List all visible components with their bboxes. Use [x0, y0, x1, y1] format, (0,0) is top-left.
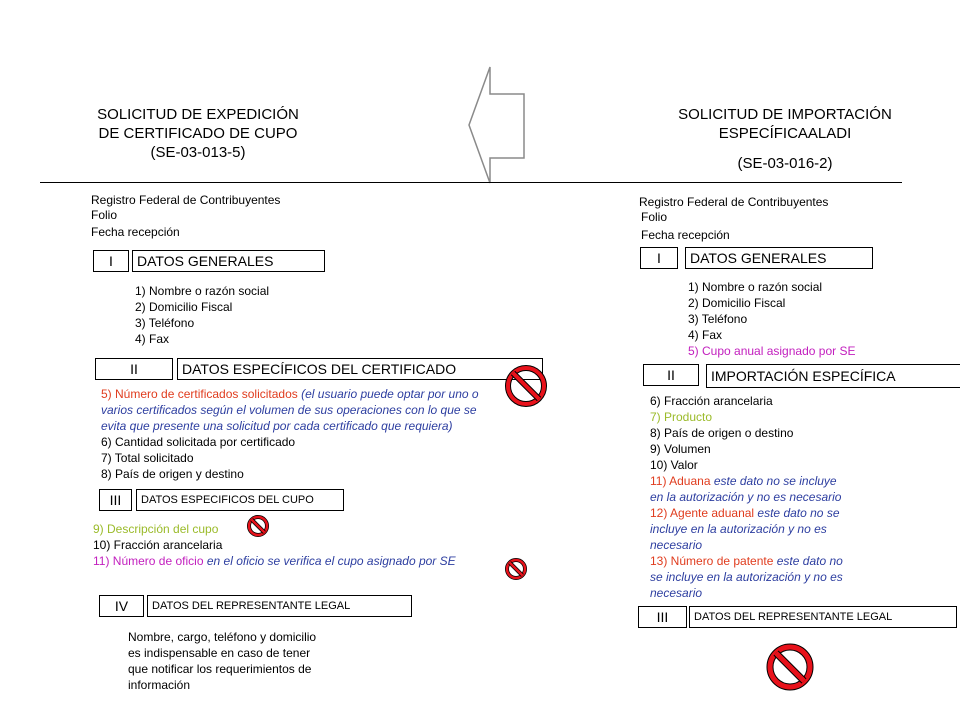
right-sec2-items: 6) Fracción arancelaria 7) Producto 8) País de origen o destino 9) Volumen 10) Valor 11) Aduana este dato no se incluye en la autorización y no es necesario 12) Agente aduanal este dato no se incluye en la autorización y no es necesario 13) Número de patente este dato no se incluye en la autorización y no es necesario [650, 393, 890, 601]
left-sec2-number: II [95, 358, 173, 380]
right-sec2-title: IMPORTACIÓN ESPECÍFICA [706, 364, 960, 388]
left-sec1-title: DATOS GENERALES [132, 250, 325, 272]
left-sec1-number: I [93, 250, 129, 272]
right-fecha-label: Fecha recepción [641, 228, 730, 242]
right-sec1-number: I [640, 247, 678, 269]
prohibited-icon [247, 515, 269, 537]
left-sec2-items: 5) Número de certificados solicitados (el usuario puede optar por uno o varios certificados según el volumen de sus operaciones con lo que se evita que presente una solicitud por cada certificado que requiera) 6) Cantidad solicitada por certificado 7) Total solicitado 8) País de origen y destino [101, 386, 526, 482]
right-item11-label: 11) Aduana [650, 474, 711, 488]
left-sec4-number: IV [99, 595, 144, 617]
right-item12-label: 12) Agente aduanal [650, 506, 755, 520]
right-item11-note-a: este dato no se incluye [710, 474, 837, 488]
right-sec1-items: 1) Nombre o razón social 2) Domicilio Fiscal 3) Teléfono 4) Fax 5) Cupo anual asignado por SE [688, 280, 856, 358]
left-sec2-title: DATOS ESPECÍFICOS DEL CERTIFICADO [177, 358, 543, 380]
right-item11-note-b: en la autorización y no es necesario [650, 490, 842, 504]
right-item12-note-a: este dato no se [754, 506, 840, 520]
right-item7: 7) Producto [650, 410, 713, 424]
right-item13-note-a: este dato no [773, 554, 843, 568]
left-sec4-title: DATOS DEL REPRESENTANTE LEGAL [147, 595, 412, 617]
left-item5-note-a: (el usuario puede optar por uno o [297, 387, 479, 401]
left-form-title: SOLICITUD DE EXPEDICIÓN DE CERTIFICADO DE CUPO (SE-03-013-5) [97, 106, 299, 161]
left-rfc-label: Registro Federal de Contribuyentes [91, 193, 281, 207]
left-sec3-items: 9) Descripción del cupo 10) Fracción arancelaria 11) Número de oficio en el oficio se verifica el cupo asignado por SE [93, 521, 513, 569]
right-item13-note-b: se incluye en la autorización y no es [650, 570, 843, 584]
left-arrow-icon [468, 66, 526, 184]
left-item5-note-c: evita que presente una solicitud por cada certificado que requiera) [101, 419, 453, 433]
right-sec2-number: II [643, 364, 699, 386]
left-item5-note-b: varios certificados según el volumen de sus operaciones con lo que se [101, 403, 477, 417]
right-sec1-title: DATOS GENERALES [685, 247, 873, 269]
left-sec4-note: Nombre, cargo, teléfono y domicilio es indispensable en caso de tener que notificar los requerimientos de información [128, 630, 317, 692]
left-item5-label: 5) Número de certificados solicitados [101, 387, 298, 401]
right-item5: 5) Cupo anual asignado por SE [688, 344, 856, 358]
left-item11-label: 11) Número de oficio [93, 554, 204, 568]
prohibited-icon [505, 558, 527, 580]
prohibited-icon [505, 365, 547, 407]
right-form-title: SOLICITUD DE IMPORTACIÓN ESPECÍFICAALADI (SE-03-016-2) [678, 106, 892, 172]
right-item12-note-c: necesario [650, 538, 703, 552]
left-fecha-label: Fecha recepción [91, 225, 180, 239]
right-rfc-label: Registro Federal de Contribuyentes [639, 195, 829, 209]
divider-line [40, 182, 902, 183]
right-folio-label: Folio [641, 210, 668, 224]
right-sec3-number: III [638, 606, 687, 628]
right-sec3-title: DATOS DEL REPRESENTANTE LEGAL [689, 606, 957, 628]
left-folio-label: Folio [91, 208, 118, 222]
right-item13-label: 13) Número de patente [650, 554, 774, 568]
right-item13-note-c: necesario [650, 586, 703, 600]
left-sec1-items: 1) Nombre o razón social 2) Domicilio Fiscal 3) Teléfono 4) Fax [135, 284, 270, 346]
right-item12-note-b: incluye en la autorización y no es [650, 522, 827, 536]
prohibited-icon [766, 643, 814, 691]
left-sec3-title: DATOS ESPECIFICOS DEL CUPO [136, 489, 344, 511]
left-sec3-number: III [99, 489, 132, 511]
left-item11-note: en el oficio se verifica el cupo asignado por SE [203, 554, 456, 568]
left-item9: 9) Descripción del cupo [93, 522, 219, 536]
